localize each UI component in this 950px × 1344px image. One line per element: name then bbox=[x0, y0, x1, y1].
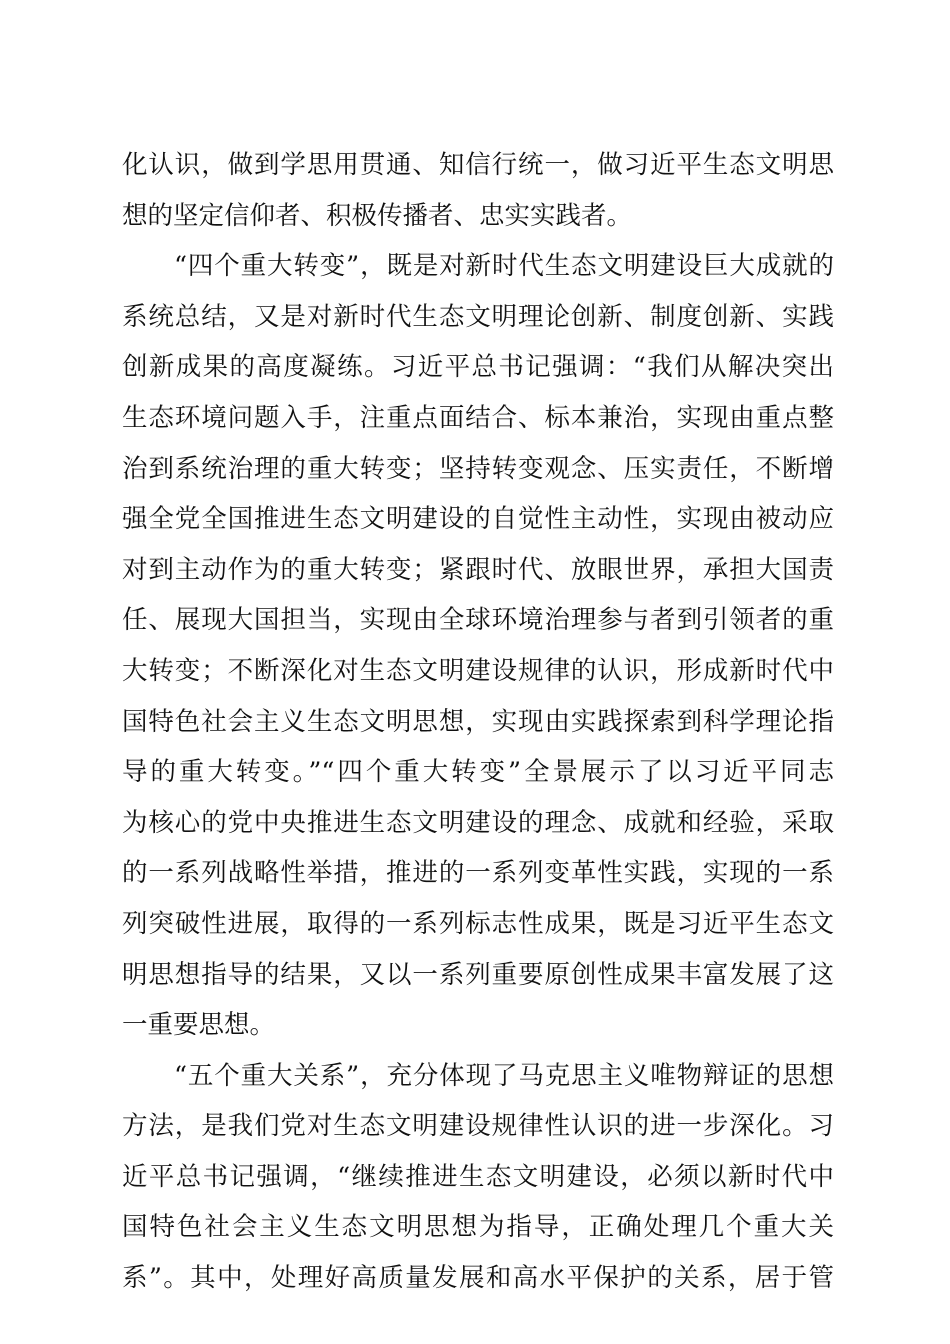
text-line: 方法，是我们党对生态文明建设规律性认识的进一步深化。习 bbox=[122, 1111, 834, 1142]
text-line: 大转变；不断深化对生态文明建设规律的认识，形成新时代中 bbox=[122, 655, 834, 686]
text-line: 化认识，做到学思用贯通、知信行统一，做习近平生态文明思 bbox=[122, 150, 834, 180]
text-line: 系”。其中，处理好高质量发展和高水平保护的关系，居于管 bbox=[122, 1263, 834, 1294]
text-line: 国特色社会主义生态文明思想，实现由实践探索到科学理论指 bbox=[122, 706, 834, 737]
text-line: 为核心的党中央推进生态文明建设的理念、成就和经验，采取 bbox=[122, 807, 834, 838]
text-line: 生态环境问题入手，注重点面结合、标本兼治，实现由重点整 bbox=[122, 402, 834, 433]
text-line: 明思想指导的结果，又以一系列重要原创性成果丰富发展了这 bbox=[122, 959, 834, 990]
text-line: 列突破性进展，取得的一系列标志性成果，既是习近平生态文 bbox=[122, 908, 834, 939]
paragraph-start-line: “四个重大转变”，既是对新时代生态文明建设巨大成就的 bbox=[174, 251, 834, 282]
text-line: 一重要思想。 bbox=[122, 1010, 276, 1041]
text-line: 创新成果的高度凝练。习近平总书记强调：“我们从解决突出 bbox=[122, 352, 834, 383]
text-line: 强全党全国推进生态文明建设的自觉性主动性，实现由被动应 bbox=[122, 504, 834, 535]
body-text bbox=[122, 140, 834, 1304]
text-line: 近平总书记强调，“继续推进生态文明建设，必须以新时代中 bbox=[122, 1161, 834, 1192]
text-line: 治到系统治理的重大转变；坚持转变观念、压实责任，不断增 bbox=[122, 453, 834, 484]
text-line: 对到主动作为的重大转变；紧跟时代、放眼世界，承担大国责 bbox=[122, 554, 834, 585]
text-line: 导的重大转变。”“四个重大转变”全景展示了以习近平同志 bbox=[122, 757, 834, 788]
paragraph-start-line: “五个重大关系”，充分体现了马克思主义唯物辩证的思想 bbox=[174, 1060, 834, 1091]
text-line: 任、展现大国担当，实现由全球环境治理参与者到引领者的重 bbox=[122, 605, 834, 636]
text-line: 国特色社会主义生态文明思想为指导，正确处理几个重大关 bbox=[122, 1212, 834, 1243]
text-line: 的一系列战略性举措，推进的一系列变革性实践，实现的一系 bbox=[122, 858, 834, 889]
text-line: 系统总结，又是对新时代生态文明理论创新、制度创新、实践 bbox=[122, 301, 834, 332]
text-line: 想的坚定信仰者、积极传播者、忠实实践者。 bbox=[122, 200, 633, 231]
